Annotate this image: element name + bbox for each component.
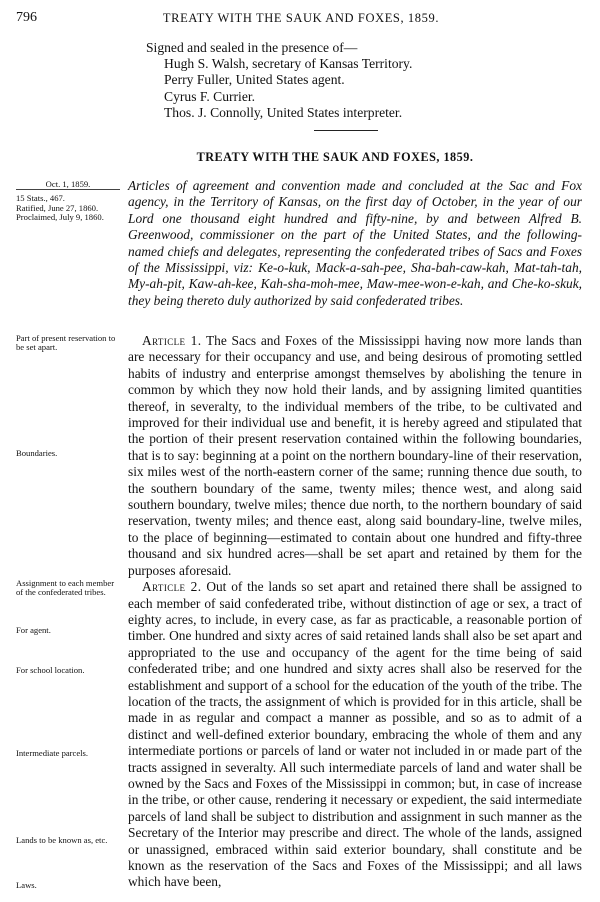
side-notes <box>16 180 120 223</box>
margin-note-part-reservation: Part of present reservation to be set apart. <box>16 333 116 353</box>
witness: Cyrus F. Currier. <box>164 88 256 104</box>
margin-note-laws: Laws. <box>16 880 37 890</box>
preamble: Articles of agreement and convention made and concluded at the Sac and Fox agency, in the Territory of Kansas, on the first day of October, in the year of our Lord one thousand eight hundred and fifty-nine, by and between Alfred B. Greenwood, commissioner on the part of the United States, and the following-named chiefs and delegates, representing the confederated tribes of Sacs and Foxes of the Mississippi, viz: Ke-o-kuk, Mack-a-sah-pee, Sha-bah-caw-kah, Mat-tah-tah, My-ah-pit, Kaw-ah-kee, Kah-sha-moh-mee, Maw-mee-won-e-kah, and Che-ko-skuk, they being thereto duly authorized by said confederated tribes. <box>128 178 582 308</box>
witness: Thos. J. Connolly, United States interpreter. <box>164 104 403 120</box>
treaty-body <box>128 333 582 891</box>
article-2 <box>128 579 582 891</box>
witness: Hugh S. Walsh, secretary of Kansas Territory. <box>164 56 413 72</box>
treaty-date: Oct. 1, 1859. <box>16 180 120 190</box>
article-1 <box>128 333 582 579</box>
margin-note-intermediate: Intermediate parcels. <box>16 748 89 758</box>
article-1-label: Article 1. <box>142 333 202 348</box>
section-divider <box>314 130 378 131</box>
margin-note-assignment: Assignment to each member of the confederated tribes. <box>16 578 115 598</box>
margin-note-school: For school location. <box>16 665 85 675</box>
margin-note-for-agent: For agent. <box>16 625 51 635</box>
stats-citation: 15 Stats., 467. <box>16 193 65 204</box>
page-number: 796 <box>16 10 37 25</box>
page-header <box>16 10 586 28</box>
proclaimed-note: Proclaimed, July 9, 1860. <box>16 212 104 223</box>
witness: Perry Fuller, United States agent. <box>164 72 345 88</box>
signature-block <box>146 40 412 121</box>
running-head: TREATY WITH THE SAUK AND FOXES, 1859. <box>162 11 440 25</box>
treaty-title: TREATY WITH THE SAUK AND FOXES, 1859. <box>196 150 474 164</box>
margin-note-lands-known: Lands to be known as, etc. <box>16 835 108 845</box>
signature-intro: Signed and sealed in the presence of— <box>146 40 358 55</box>
article-2-label: Article 2. <box>142 579 202 595</box>
margin-note-boundaries: Boundaries. <box>16 448 58 458</box>
ratified-note: Ratified, June 27, 1860. <box>16 202 99 213</box>
article-2-text: Out of the lands so set apart and retained there shall be assigned to each member of said confederated tribe, without distinction of age or sex, a tract of eighty acres, to include, in every case, as far as practicable, a reasonable portion of timber. One hundred and sixty acres of said retained lands shall also be set apart and appropriated to the use and occupancy of the agent for the time being of said confederated tribe; and one hundred and sixty acres shall also be reserved for the establishment and support of a school for the education of the youth of the tribe. The location of the tracts, the assignment of which is provided for in this article, shall be made in as regular and compact a manner as possible, and so as to admit of a distinct and well-defined exterior boundary, embracing the whole of them and any intermediate portions or parcels of land or water not included in or made part of the tracts assigned in severalty. All such intermediate parcels of land and water shall be owned by the Sacs and Foxes of the Mississippi in common; but, in case of increase in the tribe, or other cause, rendering it necessary or expedient, the said intermediate parcels of land shall be subject to distribution and assignment in such manner as the Secretary of the Interior may prescribe and direct. The whole of the lands, assigned or unassigned, embraced within said exterior boundary, shall constitute and be known as the reservation of the Sacs and Foxes of the Mississippi; and all laws which have been, <box>128 579 582 890</box>
article-1-text: The Sacs and Foxes of the Mississippi having now more lands than are necessary for their occupancy and use, and being desirous of promoting settled habits of industry and enterprise amongst themselves by abolishing the tenure in common by which they now hold their lands, and by assigning limited quantities thereof, in severalty, to the individual members of the tribe, to be cultivated and improved for their individual use and benefit, it is hereby agreed and stipulated that the portion of their present reservation contained within the following boundaries, that is to say: beginning at a point on the northern boundary-line of their reservation, six miles west of the north-eastern corner of the same; running thence due south, to the southern boundary of the same, twenty miles; thence west, and along said southern boundary, twelve miles; thence due north, to the northern boundary of said reservation, twenty miles; and thence east, along said boundary-line, twelve miles, to the place of beginning—estimated to contain about one hundred and fifty-three thousand and six hundred acres—shall be set apart and retained by them for the purposes aforesaid. <box>128 333 582 578</box>
